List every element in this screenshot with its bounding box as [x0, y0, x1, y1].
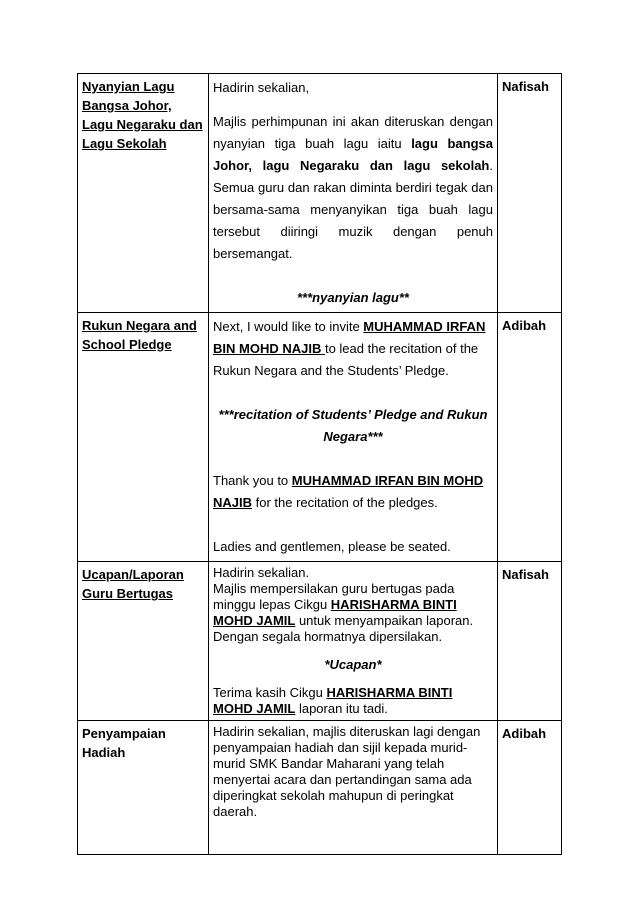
speaker-cell: [498, 721, 562, 855]
program-script-table: [77, 73, 562, 855]
script-text-cont: laporan itu tadi.: [295, 701, 388, 716]
item-title-cell: [78, 562, 209, 721]
script-text: Majlis mempersilakan guru bertugas pada minggu lepas Cikgu: [213, 581, 455, 612]
script-cell: [209, 562, 498, 721]
script-paragraph: [213, 316, 493, 382]
script-paragraph: [213, 111, 493, 265]
script-paragraph: Hadirin sekalian, majlis diteruskan lagi dengan penyampaian hadiah dan sijil kepada murid-murid SMK Bandar Maharani yang telah menyertai acara dan pertandingan sama ada diperingkat sekolah mahupun di peringkat daerah.: [213, 724, 481, 819]
speaker-name: Nafisah: [502, 79, 549, 94]
speaker-name: Nafisah: [502, 567, 549, 582]
item-title: Penyampaian Hadiah: [82, 726, 166, 760]
script-paragraph: [213, 581, 493, 645]
table-row: [78, 313, 562, 562]
script-cell: [209, 74, 498, 313]
thanks-paragraph: [213, 685, 493, 717]
script-text-cont: . Semua guru dan rakan diminta berdiri tegak dan bersama-sama menyanyikan tiga buah lagu tersebut diiringi muzik dengan penuh bersemangat.: [213, 158, 493, 261]
script-text: Majlis perhimpunan ini akan diteruskan dengan nyanyian tiga buah lagu iaitu: [213, 114, 493, 151]
stage-cue: ***recitation of Students’ Pledge and Rukun Negara***: [218, 407, 488, 444]
script-line: Hadirin sekalian.: [213, 565, 310, 580]
script-text: Next, I would like to invite: [213, 319, 364, 334]
table-row: [78, 74, 562, 313]
student-name: MUHAMMAD IRFAN BIN MOHD NAJIB: [213, 473, 484, 510]
stage-cue: *Ucapan*: [324, 657, 382, 672]
item-title-cell: [78, 313, 209, 562]
table-row: [78, 562, 562, 721]
speaker-cell: [498, 313, 562, 562]
script-cell: [209, 313, 498, 562]
script-text: Terima kasih Cikgu: [213, 685, 327, 700]
speaker-cell: [498, 74, 562, 313]
script-text-cont: untuk menyampaikan laporan. Dengan segala hormatnya dipersilakan.: [213, 613, 474, 644]
closing-line: Ladies and gentlemen, please be seated.: [213, 539, 451, 554]
greeting-text: Hadirin sekalian,: [213, 80, 310, 95]
teacher-name: HARISHARMA BINTI MOHD JAMIL: [213, 597, 457, 628]
table-row: [78, 721, 562, 855]
student-name: MUHAMMAD IRFAN BIN MOHD NAJIB: [213, 319, 486, 356]
script-text: Thank you to: [213, 473, 292, 488]
item-title: Rukun Negara and School Pledge: [82, 318, 197, 352]
stage-cue: ***nyanyian lagu**: [297, 290, 409, 305]
script-text-cont: to lead the recitation of the Rukun Negara and the Students’ Pledge.: [213, 341, 479, 378]
speaker-name: Adibah: [502, 318, 547, 333]
item-title-cell: [78, 74, 209, 313]
speaker-cell: [498, 562, 562, 721]
teacher-name: HARISHARMA BINTI MOHD JAMIL: [213, 685, 453, 716]
item-title: Ucapan/Laporan Guru Bertugas: [82, 567, 184, 601]
item-title: Nyanyian Lagu Bangsa Johor, Lagu Negaraku dan Lagu Sekolah: [82, 79, 203, 151]
script-text-cont: for the recitation of the pledges.: [252, 495, 438, 510]
thanks-paragraph: [213, 470, 493, 514]
script-cell: [209, 721, 498, 855]
speaker-name: Adibah: [502, 726, 547, 741]
item-title-cell: [78, 721, 209, 855]
song-list-text: lagu bangsa Johor, lagu Negaraku dan lagu sekolah: [213, 136, 493, 173]
